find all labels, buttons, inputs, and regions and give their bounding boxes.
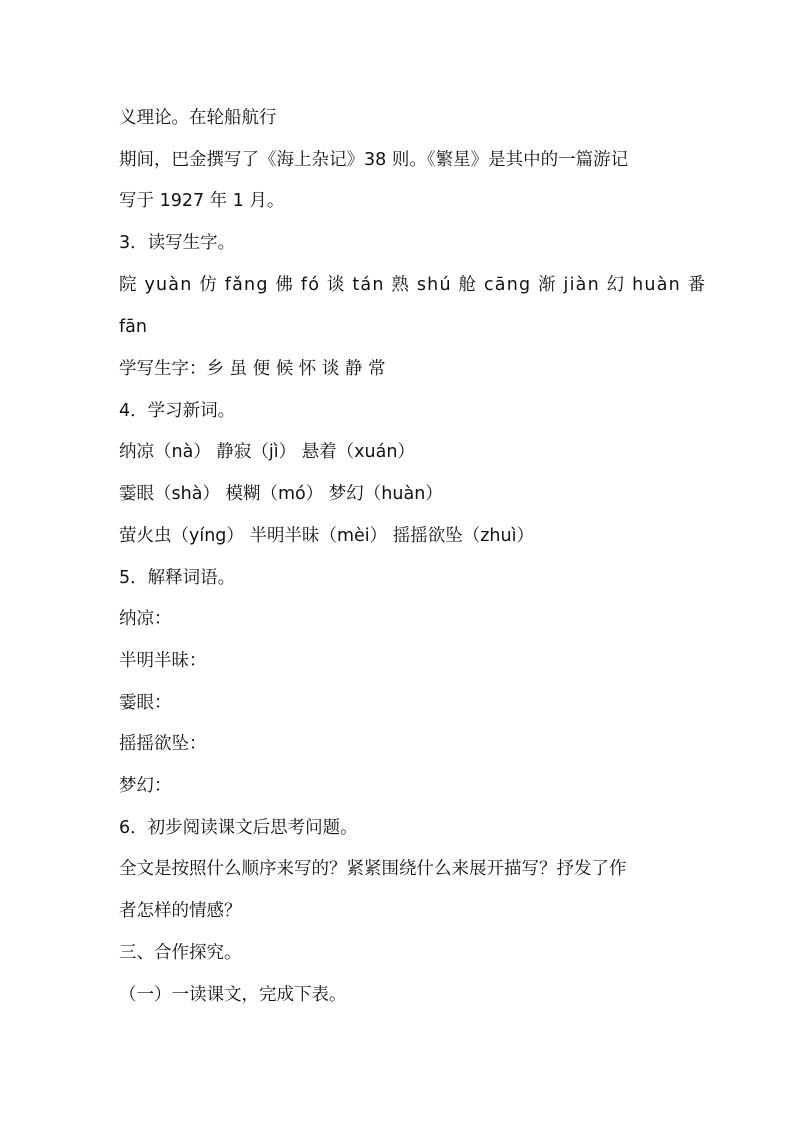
text-line-question-cont: 者怎样的情感？ — [119, 901, 242, 921]
section-heading-3: 3．读写生字。 — [119, 233, 236, 253]
text-line-words-2: 霎眼（shà） 模糊（mó） 梦幻（huàn） — [119, 484, 443, 504]
section-heading-4: 4．学习新词。 — [119, 401, 236, 421]
text-line-question: 全文是按照什么顺序来写的？紧紧围绕什么来展开描写？抒发了作 — [119, 859, 627, 879]
text-line-explain-4: 摇摇欲坠： — [119, 734, 207, 754]
text-line-explain-5: 梦幻： — [119, 776, 172, 796]
text-line-characters: 院 yuàn 仿 fǎng 佛 fó 谈 tán 熟 shú 舱 cāng 渐 jiàn 幻 huàn 番 — [119, 275, 707, 295]
text-line-background: 义理论。在轮船航行 — [119, 108, 277, 128]
subsection-heading-1: （一）一读课文，完成下表。 — [119, 985, 347, 1005]
text-line-characters-cont: fān — [119, 317, 147, 337]
text-line-date: 写于 1927 年 1 月。 — [119, 191, 285, 211]
section-heading-part-3: 三、合作探究。 — [119, 943, 242, 963]
text-line-words-3: 萤火虫（yíng） 半明半昧（mèi） 摇摇欲坠（zhuì） — [119, 526, 534, 546]
text-line-explain-3: 霎眼： — [119, 693, 172, 713]
section-heading-5: 5．解释词语。 — [119, 568, 236, 588]
section-heading-6: 6．初步阅读课文后思考问题。 — [119, 818, 358, 838]
text-line-writing-characters: 学写生字：乡 虽 便 候 怀 谈 静 常 — [119, 359, 386, 379]
text-line-background-cont: 期间，巴金撰写了《海上杂记》38 则。《繁星》是其中的一篇游记 — [119, 150, 629, 170]
text-line-explain-2: 半明半昧： — [119, 651, 207, 671]
text-line-explain-1: 纳凉： — [119, 609, 172, 629]
text-line-words-1: 纳凉（nà） 静寂（jì） 悬着（xuán） — [119, 442, 415, 462]
